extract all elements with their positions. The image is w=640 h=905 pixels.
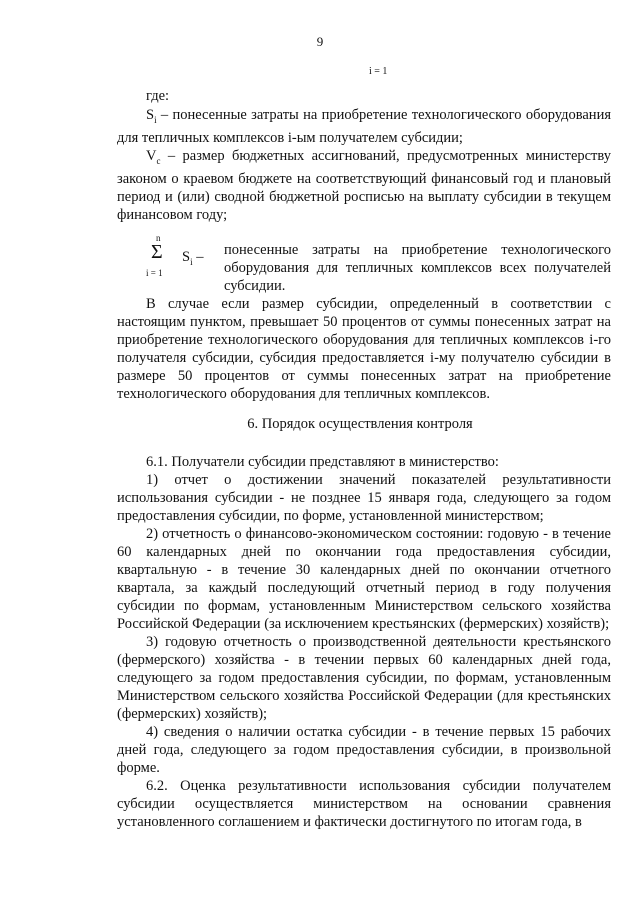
list-item-1: 1) отчет о достижении значений показателей результативности использования субсидии - не позднее 15 января года, следующего за годом предоставления субсидии, по форме, установленной министерством;	[117, 472, 611, 524]
paragraph-limit: В случае если размер субсидии, определенный в соответствии с настоящим пунктом, превышает 50 процентов от суммы понесенных затрат на приобретение технологического оборудования для тепличных комплексов i-го получателя субсидии, субсидия предоставляется i-му получателю субсидии в размере 50 процентов от суммы понесенных затрат на приобретение технологического оборудования для тепличных комплексов.	[117, 296, 611, 402]
def-s-symbol: S	[146, 107, 155, 123]
page-number: 9	[316, 34, 324, 49]
sum-definition: понесенные затраты на приобретение технологического оборудования для тепличных комплексов всех получателей субсидии.	[224, 242, 611, 294]
sum-term-symbol: S	[182, 249, 191, 265]
def-s-text: – понесенные затраты на приобретение технологического оборудования для тепличных комплексов i-ым получателем субсидии;	[117, 107, 611, 146]
definitions-block	[117, 106, 611, 224]
sum-term-sub: i	[190, 256, 193, 267]
section-6-body	[117, 453, 611, 831]
def-v-sub: c	[156, 155, 161, 166]
list-item-2: 2) отчетность о финансово-экономическом состоянии: годовую - в течение 60 календарных дней по окончании года предоставления субсидии, квартальную - в течение 30 календарных дней по окончании отчетного квартала, за каждый последующий отчетный период в году получения субсидии по формам, установленным Министерством сельского хозяйства Российской Федерации (за исключением крестьянских (фермерских) хозяйств);	[117, 526, 611, 632]
def-v-text: – размер бюджетных ассигнований, предусмотренных министерству законом о краевом бюджете на соответствующий финансовый год и плановый период и (или) сводной бюджетной росписью на выплату субсидии в текущем финансовом году;	[117, 147, 611, 223]
sum-term-dash: –	[192, 249, 204, 265]
where-label: где:	[146, 88, 170, 104]
sum-term	[182, 249, 203, 267]
definition-s	[117, 106, 611, 147]
list-item-3: 3) годовую отчетность о производственной деятельности крестьянского (фермерского) хозяйства - в течении первых 60 календарных дней года, следующего за годом предоставления субсидии, по формам, установленным Министерством сельского хозяйства Российской Федерации (для крестьянских (фермерских) хозяйств);	[117, 634, 611, 722]
def-v-symbol: V	[146, 147, 157, 164]
section-heading: 6. Порядок осуществления контроля	[247, 416, 473, 432]
def-s-sub: i	[154, 114, 157, 125]
limit-paragraph-block	[117, 295, 611, 403]
list-item-4: 4) сведения о наличии остатка субсидии - в течение первых 15 рабочих дней года, следующего за годом предоставления субсидии, в произвольной форме.	[117, 724, 611, 776]
sum-upper-limit: n	[156, 233, 161, 243]
paragraph-6-2: 6.2. Оценка результативности использования субсидии получателем субсидии осуществляется министерством на основании сравнения установленного соглашением и фактически достигнутого по итогам года, в	[117, 778, 611, 830]
definition-v	[117, 147, 611, 224]
sigma-symbol: Σ	[151, 241, 163, 263]
formula-index-fragment: i = 1	[369, 66, 388, 77]
sum-lower-limit: i = 1	[146, 268, 163, 278]
sum-formula	[146, 233, 221, 283]
paragraph-6-1: 6.1. Получатели субсидии представляют в министерство:	[146, 454, 499, 470]
